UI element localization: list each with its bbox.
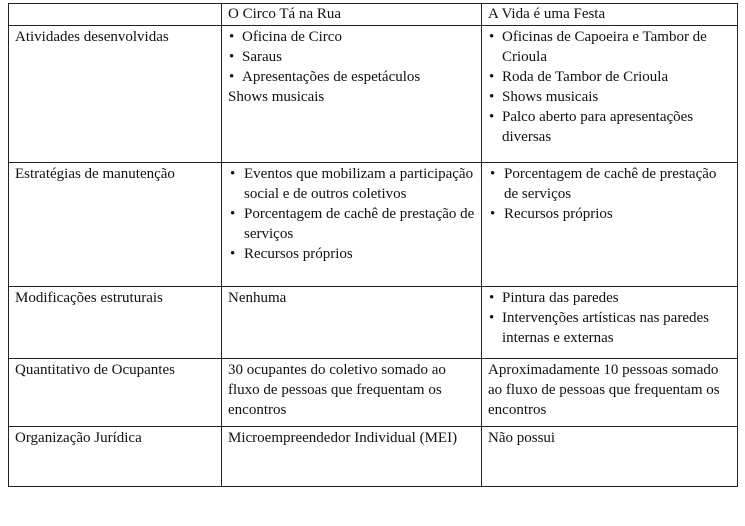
list-item: • Shows musicais [488,87,732,107]
cell-circo: 30 ocupantes do coletivo somado ao fluxo de pessoas que frequentam os encontros [222,359,482,427]
list-item: • Eventos que mobilizam a participação social e de outros coletivos [228,164,476,204]
list-item: • Oficina de Circo [228,27,476,47]
bullet-list [488,288,732,348]
list-item: • Apresentações de espetáculos [228,67,476,87]
cell-circo: Microempreendedor Individual (MEI) [222,427,482,487]
cell-festa [482,163,738,287]
header-empty-cell [9,4,222,26]
table-row [9,163,738,287]
header-circo: O Circo Tá na Rua [222,4,482,26]
table-row [9,26,738,163]
row-label: Atividades desenvolvidas [9,26,222,163]
list-item: • Palco aberto para apresentações diversas [488,107,732,147]
cell-festa [482,26,738,163]
comparison-table [8,3,738,487]
list-item: • Saraus [228,47,476,67]
list-item: • Intervenções artísticas nas paredes internas e externas [488,308,732,348]
cell-circo: Nenhuma [222,287,482,359]
list-item: • Roda de Tambor de Crioula [488,67,732,87]
row-label: Modificações estruturais [9,287,222,359]
list-item: • Porcentagem de cachê de prestação de serviços [488,164,732,204]
list-item: • Recursos próprios [228,244,476,264]
row-label: Estratégias de manutenção [9,163,222,287]
list-item: • Pintura das paredes [488,288,732,308]
row-label: Quantitativo de Ocupantes [9,359,222,427]
cell-circo [222,163,482,287]
row-label: Organização Jurídica [9,427,222,487]
table-row [9,427,738,487]
cell-circo [222,26,482,163]
bullet-list [488,27,732,147]
bullet-list [228,164,476,264]
list-item: • Porcentagem de cachê de prestação de serviços [228,204,476,244]
cell-festa: Aproximadamente 10 pessoas somado ao fluxo de pessoas que frequentam os encontros [482,359,738,427]
table-row [9,359,738,427]
list-item: • Recursos próprios [488,204,732,224]
bullet-list [228,27,476,87]
header-festa: A Vida é uma Festa [482,4,738,26]
bullet-list [488,164,732,224]
cell-festa [482,287,738,359]
plain-line: Shows musicais [228,89,325,105]
header-row [9,4,738,26]
cell-festa: Não possui [482,427,738,487]
table-row [9,287,738,359]
list-item: • Oficinas de Capoeira e Tambor de Crioula [488,27,732,67]
